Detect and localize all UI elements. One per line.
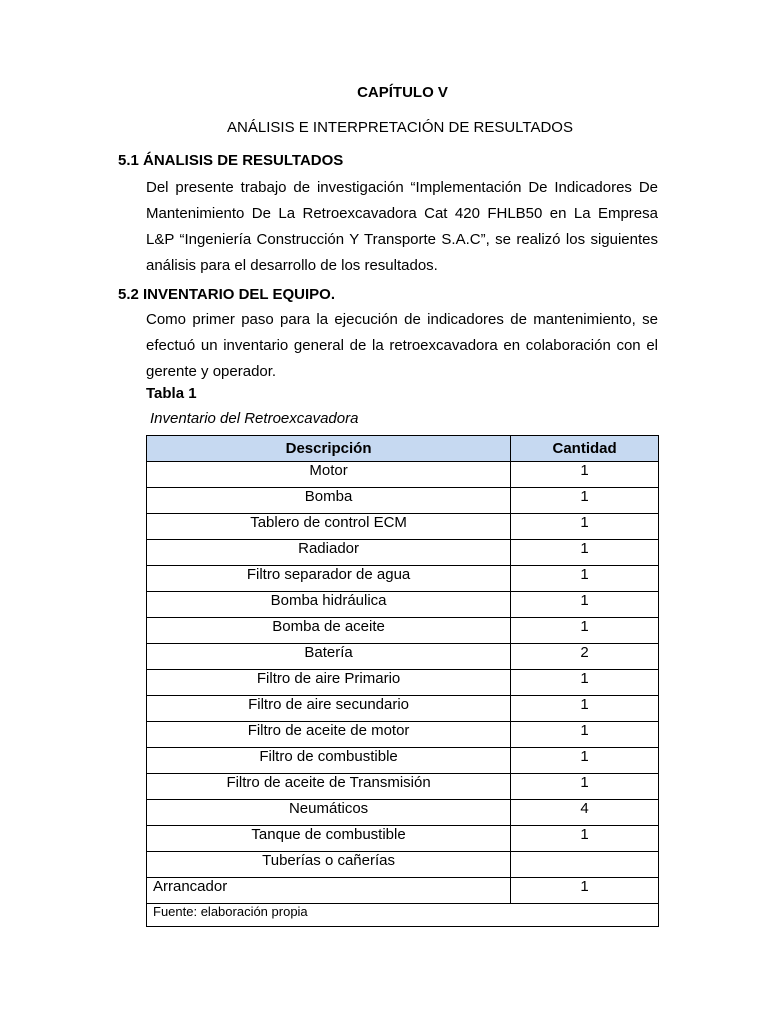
chapter-subtitle: ANÁLISIS E INTERPRETACIÓN DE RESULTADOS (227, 119, 573, 136)
table-row (147, 644, 659, 670)
row-quantity: 1 (511, 878, 659, 904)
table-row (147, 826, 659, 852)
row-description: Tanque de combustible (147, 826, 511, 852)
table-row (147, 462, 659, 488)
table-row (147, 618, 659, 644)
table-row (147, 800, 659, 826)
table-row (147, 670, 659, 696)
table-source-row (147, 904, 659, 927)
row-description: Filtro de aceite de motor (147, 722, 511, 748)
table-caption: Inventario del Retroexcavadora (150, 410, 359, 427)
section-heading-5-2: 5.2 INVENTARIO DEL EQUIPO. (118, 286, 335, 303)
table-row (147, 566, 659, 592)
row-quantity: 2 (511, 644, 659, 670)
row-quantity: 1 (511, 826, 659, 852)
row-description: Arrancador (147, 878, 511, 904)
row-description: Bomba hidráulica (147, 592, 511, 618)
row-description: Filtro de aceite de Transmisión (147, 774, 511, 800)
table-label: Tabla 1 (146, 385, 197, 402)
row-description: Radiador (147, 540, 511, 566)
row-quantity: 1 (511, 696, 659, 722)
row-description: Filtro de aire Primario (147, 670, 511, 696)
row-description: Bomba de aceite (147, 618, 511, 644)
table-source-note: Fuente: elaboración propia (147, 904, 659, 927)
table-row (147, 592, 659, 618)
row-quantity: 1 (511, 462, 659, 488)
row-description: Neumáticos (147, 800, 511, 826)
row-description: Bomba (147, 488, 511, 514)
table-row (147, 696, 659, 722)
chapter-title: CAPÍTULO V (357, 84, 448, 101)
row-description: Tuberías o cañerías (147, 852, 511, 878)
section-5-1-paragraph: Del presente trabajo de investigación “Implementación De Indicadores De Mantenimiento De La Retroexcavadora Cat 420 FHLB50 en La Empresa L&P “Ingeniería Construcción Y Transporte S.A.C”, se realizó los siguientes análisis para el desarrollo de los resultados. (146, 179, 658, 274)
table-row (147, 488, 659, 514)
table-row (147, 722, 659, 748)
row-quantity: 1 (511, 670, 659, 696)
table-row (147, 878, 659, 904)
header-quantity: Cantidad (511, 436, 659, 462)
row-quantity: 1 (511, 774, 659, 800)
section-heading-5-1: 5.1 ÁNALISIS DE RESULTADOS (118, 152, 344, 169)
row-quantity: 1 (511, 566, 659, 592)
table-row (147, 540, 659, 566)
row-quantity: 1 (511, 592, 659, 618)
row-quantity: 1 (511, 540, 659, 566)
row-quantity: 1 (511, 488, 659, 514)
row-description: Batería (147, 644, 511, 670)
row-description: Motor (147, 462, 511, 488)
row-quantity: 1 (511, 748, 659, 774)
row-quantity: 1 (511, 514, 659, 540)
section-5-2-paragraph: Como primer paso para la ejecución de indicadores de mantenimiento, se efectuó un inventario general de la retroexcavadora en colaboración con el gerente y operador. (146, 311, 658, 380)
row-quantity (511, 852, 659, 878)
row-description: Filtro de aire secundario (147, 696, 511, 722)
table-row (147, 748, 659, 774)
header-description: Descripción (147, 436, 511, 462)
table-row (147, 852, 659, 878)
table-row (147, 774, 659, 800)
row-quantity: 4 (511, 800, 659, 826)
row-description: Tablero de control ECM (147, 514, 511, 540)
table-header-row (147, 436, 659, 462)
row-quantity: 1 (511, 722, 659, 748)
row-description: Filtro separador de agua (147, 566, 511, 592)
table-row (147, 514, 659, 540)
inventory-table (146, 435, 659, 927)
row-quantity: 1 (511, 618, 659, 644)
row-description: Filtro de combustible (147, 748, 511, 774)
